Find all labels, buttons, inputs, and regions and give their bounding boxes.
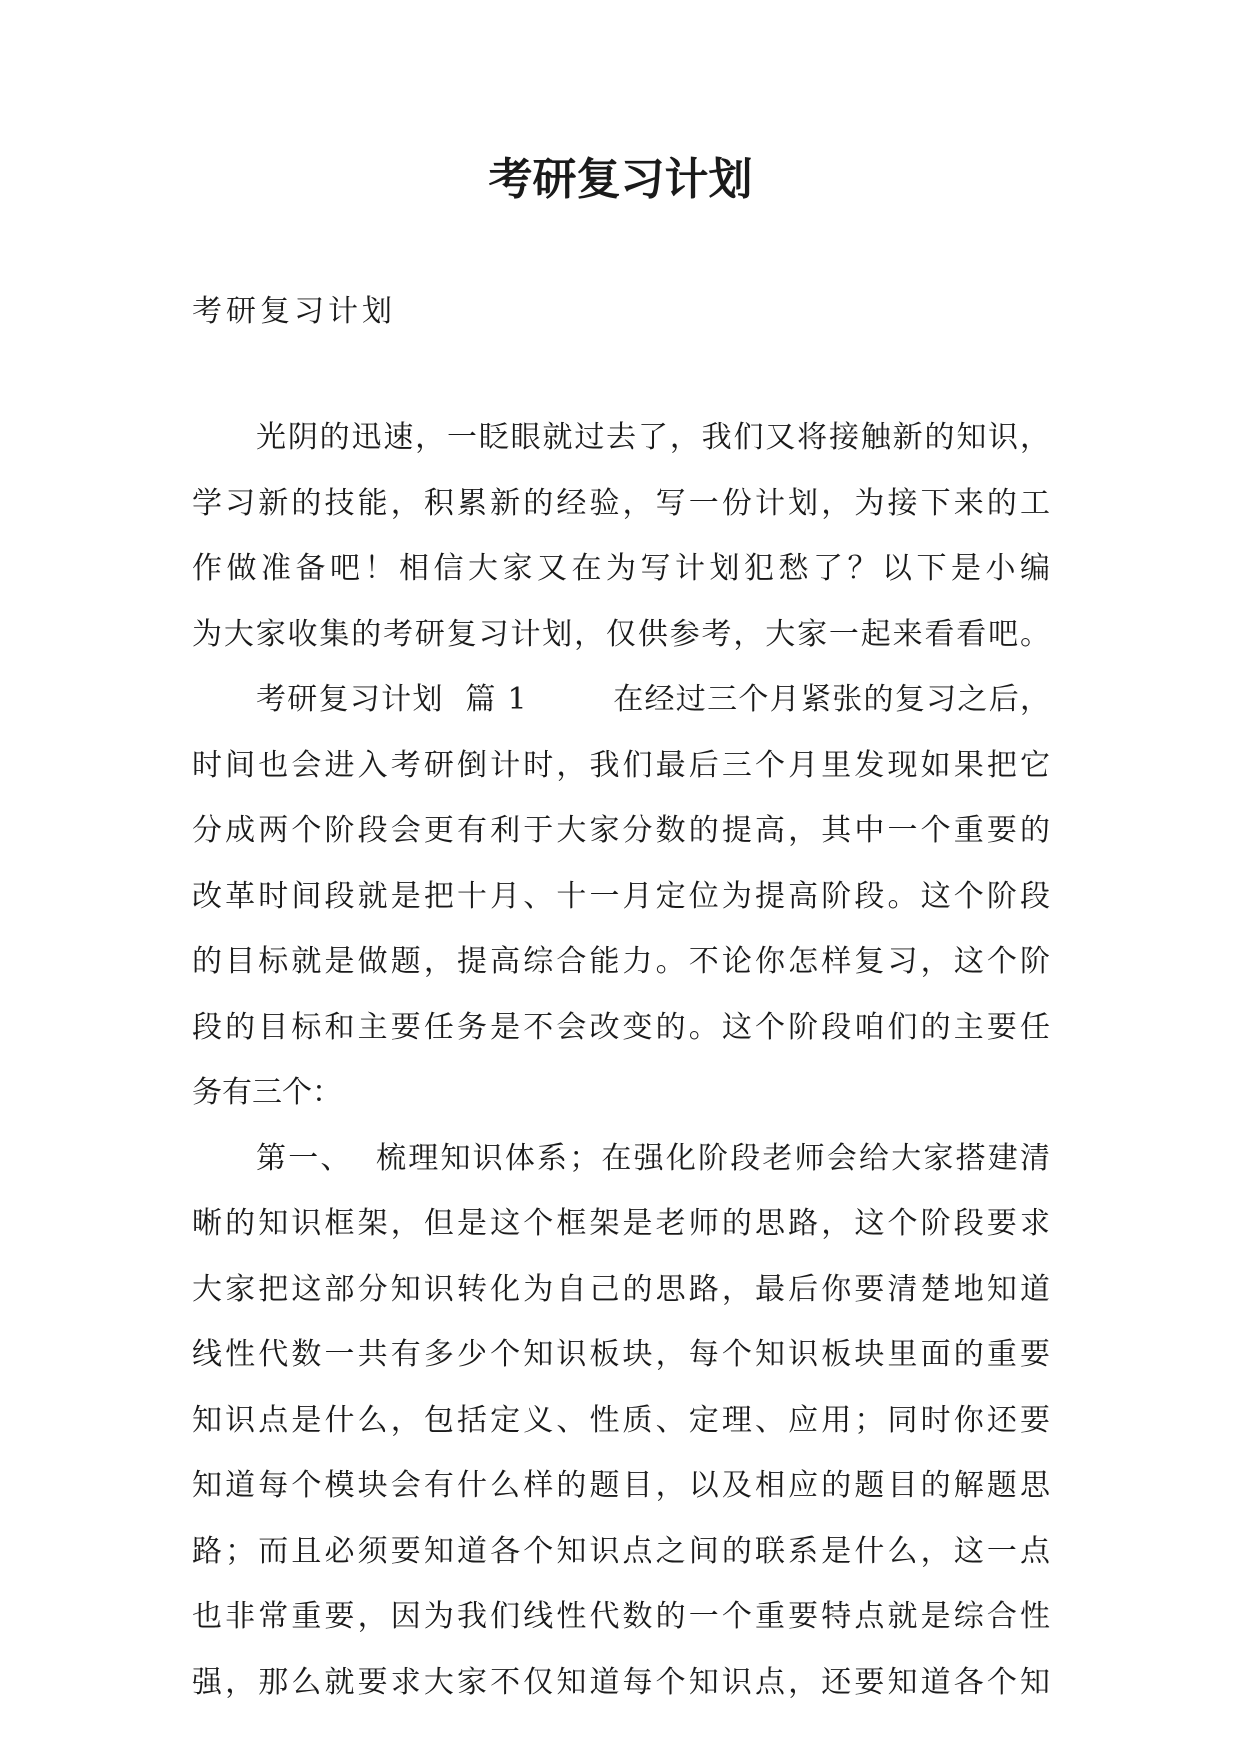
body-line: 时间也会进入考研倒计时，我们最后三个月里发现如果把它 xyxy=(192,747,1050,783)
body-line: 晰的知识框架，但是这个框架是老师的思路，这个阶段要求 xyxy=(192,1206,1050,1241)
body-line: 知道每个模块会有什么样的题目，以及相应的题目的解题思 xyxy=(192,1468,1050,1503)
body-line: 务有三个： xyxy=(192,1075,342,1110)
body-line: 也非常重要，因为我们线性代数的一个重要特点就是综合性 xyxy=(192,1599,1050,1634)
body-line: 强，那么就要求大家不仅知道每个知识点，还要知道各个知 xyxy=(192,1664,1050,1700)
body-line: 大家把这部分知识转化为自己的思路，最后你要清楚地知道 xyxy=(192,1271,1050,1307)
body-line: 学习新的技能，积累新的经验，写一份计划，为接下来的工 xyxy=(192,485,1050,521)
body-line: 段的目标和主要任务是不会改变的。这个阶段咱们的主要任 xyxy=(192,1009,1050,1045)
body-line: 改革时间段就是把十月、十一月定位为提高阶段。这个阶段 xyxy=(192,878,1050,914)
body-line: 为大家收集的考研复习计划，仅供参考，大家一起来看看吧。 xyxy=(192,616,1050,652)
body-line: 考研复习计划 篇 1 在经过三个月紧张的复习之后， xyxy=(256,682,1050,717)
body-line: 的目标就是做题，提高综合能力。不论你怎样复习，这个阶 xyxy=(192,944,1050,979)
body-line: 路；而且必须要知道各个知识点之间的联系是什么，这一点 xyxy=(192,1533,1050,1569)
document-body xyxy=(192,405,1050,1715)
body-line: 作做准备吧！相信大家又在为写计划犯愁了？以下是小编 xyxy=(192,551,1050,586)
body-line: 光阴的迅速，一眨眼就过去了，我们又将接触新的知识， xyxy=(256,420,1050,455)
document-subtitle: 考研复习计划 xyxy=(192,294,396,329)
document-title: 考研复习计划 xyxy=(488,154,753,205)
body-line: 知识点是什么，包括定义、性质、定理、应用；同时你还要 xyxy=(192,1402,1050,1438)
body-line: 第一、 梳理知识体系；在强化阶段老师会给大家搭建清 xyxy=(256,1140,1050,1176)
body-line: 分成两个阶段会更有利于大家分数的提高，其中一个重要的 xyxy=(192,813,1050,848)
body-line: 线性代数一共有多少个知识板块，每个知识板块里面的重要 xyxy=(192,1337,1050,1372)
